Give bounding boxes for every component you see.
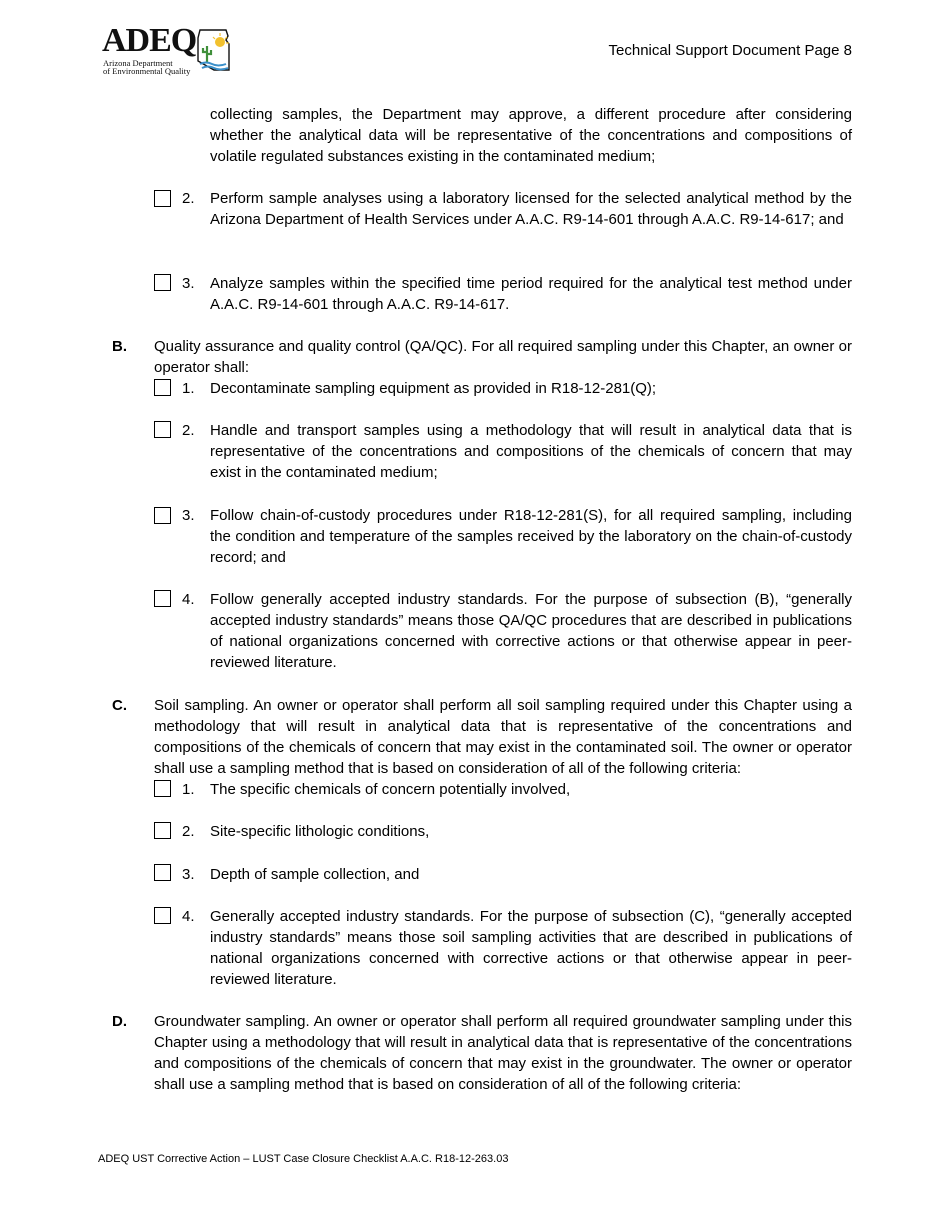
- item-number: 1.: [182, 781, 195, 798]
- item-text: Site-specific lithologic conditions,: [210, 823, 430, 840]
- logo-subtitle-line2: of Environmental Quality: [103, 66, 191, 76]
- item-number: 4.: [182, 908, 195, 925]
- adeq-logo: [102, 22, 232, 76]
- item-number: 1.: [182, 380, 195, 397]
- checkbox-a3[interactable]: [154, 274, 171, 291]
- section-letter-c: C.: [112, 697, 127, 714]
- item-number: 3.: [182, 866, 195, 883]
- item-text: Generally accepted industry standards. For the purpose of subsection (C), “generally accepted industry standards” means those soil sampling activities that are described in publications of national organizations concerned with corrective actions or that otherwise appear in peer-reviewed literature.: [210, 908, 852, 988]
- item-text: Analyze samples within the specified time period required for the analytical test method under A.A.C. R9-14-601 through A.A.C. R9-14-617.: [210, 275, 852, 313]
- checkbox-b1[interactable]: [154, 379, 171, 396]
- item-text: Perform sample analyses using a laboratory licensed for the selected analytical method by the Arizona Department of Health Services under A.A.C. R9-14-601 through A.A.C. R9-14-617; and: [210, 190, 852, 228]
- section-letter-d: D.: [112, 1013, 127, 1030]
- checkbox-a2[interactable]: [154, 190, 171, 207]
- section-d-intro: Groundwater sampling. An owner or operator shall perform all required groundwater sampling under this Chapter using a methodology that will result in analytical data that is representative of the concentrations and compositions of the chemicals of concern that may exist in the groundwater. The owner or operator shall use a sampling method that is based on consideration of all of the following criteria:: [154, 1013, 852, 1093]
- item-text: The specific chemicals of concern potentially involved,: [210, 781, 571, 798]
- continuation-paragraph: collecting samples, the Department may approve, a different procedure after considering whether the analytical data will be representative of the concentrations and compositions of volatile regulated substances existing in the contaminated medium;: [210, 106, 852, 165]
- checkbox-c2[interactable]: [154, 822, 171, 839]
- item-text: Handle and transport samples using a methodology that will result in analytical data that is representative of the concentrations and compositions of the chemicals of concern that may exist in the contaminated medium;: [210, 422, 852, 481]
- checkbox-c3[interactable]: [154, 864, 171, 881]
- arizona-state-icon: [196, 28, 232, 72]
- checkbox-c4[interactable]: [154, 907, 171, 924]
- item-number: 2.: [182, 823, 195, 840]
- checkbox-b3[interactable]: [154, 507, 171, 524]
- item-number: 3.: [182, 275, 195, 292]
- checkbox-b4[interactable]: [154, 590, 171, 607]
- checkbox-c1[interactable]: [154, 780, 171, 797]
- logo-wordmark: ADEQ: [102, 22, 197, 59]
- item-text: Follow chain-of-custody procedures under R18-12-281(S), for all required sampling, including the condition and temperature of the samples received by the laboratory on the chain-of-custody record; and: [210, 507, 852, 566]
- section-letter-b: B.: [112, 338, 127, 355]
- item-number: 3.: [182, 507, 195, 524]
- page-header-title: Technical Support Document Page 8: [608, 42, 852, 59]
- section-c-intro: Soil sampling. An owner or operator shall perform all soil sampling required under this Chapter using a methodology that will result in analytical data that is representative of the concentrations and compositions of the chemicals of concern that may exist in the contaminated soil. The owner or operator shall use a sampling method that is based on consideration of all of the following criteria:: [154, 697, 852, 777]
- item-number: 4.: [182, 591, 195, 608]
- item-text: Depth of sample collection, and: [210, 866, 420, 883]
- item-number: 2.: [182, 422, 195, 439]
- item-number: 2.: [182, 190, 195, 207]
- logo-subtitle-line1: Arizona Department: [103, 58, 173, 68]
- checkbox-b2[interactable]: [154, 421, 171, 438]
- item-text: Follow generally accepted industry standards. For the purpose of subsection (B), “generally accepted industry standards” means those QA/QC procedures that are described in publications of national organizations concerned with corrective actions or that otherwise appear in peer-reviewed literature.: [210, 591, 852, 671]
- item-text: Decontaminate sampling equipment as provided in R18-12-281(Q);: [210, 380, 657, 397]
- section-b-intro: Quality assurance and quality control (QA/QC). For all required sampling under this Chapter, an owner or operator shall:: [154, 338, 852, 376]
- page-footer: ADEQ UST Corrective Action – LUST Case Closure Checklist A.A.C. R18-12-263.03: [98, 1153, 509, 1165]
